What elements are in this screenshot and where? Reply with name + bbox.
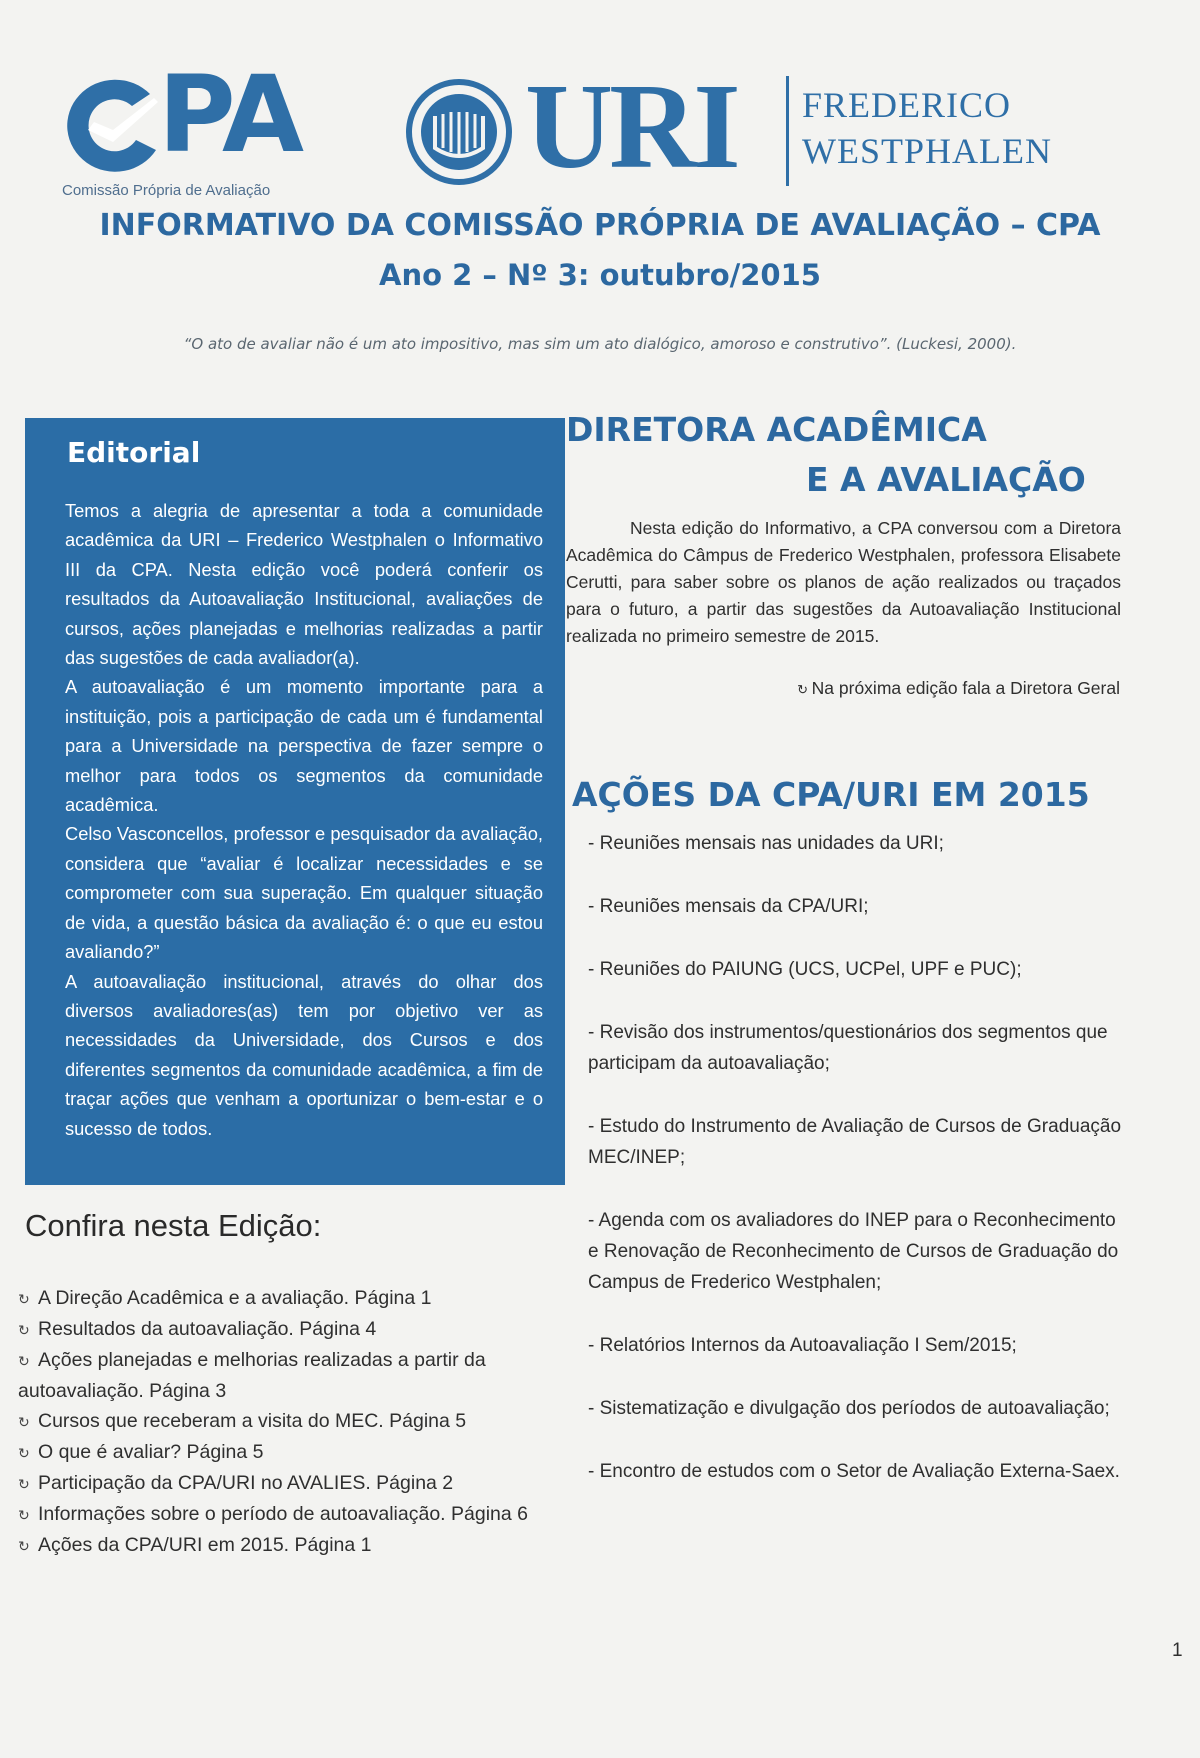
- list-item: - Relatórios Internos da Autoavaliação I Sem/2015;: [588, 1335, 1017, 1356]
- bullet-icon: ↻: [18, 1538, 30, 1554]
- page-number: 1: [1172, 1640, 1183, 1661]
- confira-title: Confira nesta Edição:: [25, 1208, 322, 1243]
- list-item: - Reuniões do PAIUNG (UCS, UCPel, UPF e PUC);: [588, 959, 1022, 980]
- list-item: [18, 1499, 573, 1530]
- list-item: [18, 1314, 573, 1345]
- cpa-logo-text: PA: [158, 53, 300, 176]
- list-item: [18, 1437, 573, 1468]
- list-item-text: Informações sobre o período de autoavaliação. Página 6: [38, 1503, 528, 1525]
- editorial-paragraph: Temos a alegria de apresentar a toda a comunidade acadêmica da URI – Frederico Westphalen o Informativo III da CPA. Nesta edição você poderá conferir os resultados da Autoavaliação Institucional, avaliações de cursos, ações planejadas e melhorias realizadas a partir das sugestões de cada avaliador(a).: [65, 500, 543, 669]
- list-item: - Reuniões mensais da CPA/URI;: [588, 896, 869, 917]
- bullet-icon: ↻: [18, 1353, 30, 1369]
- newsletter-title: INFORMATIVO DA COMISSÃO PRÓPRIA DE AVALIAÇÃO – CPA: [99, 208, 1101, 243]
- newsletter-issue: Ano 2 – Nº 3: outubro/2015: [379, 258, 821, 292]
- editorial-paragraph: A autoavaliação é um momento importante para a instituição, pois a participação de cada um é fundamental para a Universidade na perspectiva de fazer sempre o melhor para todos os segmentos da comunidade acadêmica.: [65, 676, 543, 816]
- editorial-paragraph: A autoavaliação institucional, através do olhar dos diversos avaliadores(as) tem por objetivo ver as necessidades da Universidade, dos Cursos e dos diferentes segmentos da comunidade acadêmica, a fim de traçar ações que venham a oportunizar o bem-estar e o sucesso de todos.: [65, 970, 543, 1139]
- uri-city-name: [802, 82, 1052, 174]
- logo-divider: [786, 76, 789, 186]
- editorial-paragraph: Celso Vasconcellos, professor e pesquisador da avaliação, considera que “avaliar é localizar necessidades e se comprometer com sua superação. Em qualquer situação de vida, a questão básica da avaliação é: o que eu estou avaliando?”: [65, 823, 543, 963]
- city-line-1: FREDERICO: [802, 85, 1012, 125]
- list-item: [18, 1406, 573, 1437]
- list-item: - Estudo do Instrumento de Avaliação de Cursos de Graduação MEC/INEP;: [588, 1116, 1122, 1168]
- diretora-title-line1: DIRETORA ACADÊMICA: [566, 410, 987, 449]
- bullet-icon: ↻: [18, 1445, 30, 1461]
- editorial-body: [65, 496, 543, 1143]
- diretora-title-line2: E A AVALIAÇÃO: [806, 460, 1086, 499]
- cpa-logo: [50, 53, 370, 212]
- list-item-text: Ações da CPA/URI em 2015. Página 1: [38, 1534, 372, 1556]
- acoes-title: AÇÕES DA CPA/URI EM 2015: [572, 775, 1090, 814]
- next-edition-note: [600, 678, 1120, 699]
- uri-emblem-icon: [405, 78, 513, 186]
- bullet-icon: ↻: [18, 1414, 30, 1430]
- list-item: - Agenda com os avaliadores do INEP para o Reconhecimento e Renovação de Reconhecimento de Cursos de Graduação do Campus de Frederico Westphalen;: [588, 1210, 1119, 1293]
- list-item-text: O que é avaliar? Página 5: [38, 1441, 264, 1463]
- bullet-icon: ↻: [18, 1291, 30, 1307]
- bullet-icon: ↻: [18, 1322, 30, 1338]
- uri-logo: [405, 59, 1125, 200]
- acoes-list: [588, 828, 1128, 1519]
- list-item: [18, 1283, 573, 1314]
- bullet-icon: ↻: [797, 682, 812, 697]
- cpa-logo-subtitle: Comissão Própria de Avaliação: [62, 182, 271, 199]
- confira-list: [18, 1283, 573, 1561]
- cpa-emblem-icon: [58, 72, 168, 177]
- list-item-text: Cursos que receberam a visita do MEC. Página 5: [38, 1410, 467, 1432]
- list-item-text: Ações planejadas e melhorias realizadas a partir da autoavaliação. Página 3: [18, 1349, 486, 1402]
- editorial-box: [25, 418, 565, 1185]
- list-item: - Reuniões mensais nas unidades da URI;: [588, 833, 944, 854]
- list-item: [18, 1468, 573, 1499]
- editorial-title: Editorial: [67, 436, 201, 469]
- next-edition-text: Na próxima edição fala a Diretora Geral: [811, 678, 1120, 698]
- list-item: - Revisão dos instrumentos/questionários dos segmentos que participam da autoavaliação;: [588, 1022, 1108, 1074]
- diretora-body: Nesta edição do Informativo, a CPA conversou com a Diretora Acadêmica do Câmpus de Frederico Westphalen, professora Elisabete Cerutti, para saber sobre os planos de ação realizados ou traçados para o futuro, a partir das sugestões da Autoavaliação Institucional realizada no primeiro semestre de 2015.: [566, 518, 1121, 646]
- list-item-text: Resultados da autoavaliação. Página 4: [38, 1318, 377, 1340]
- epigraph-quote: “O ato de avaliar não é um ato impositivo, mas sim um ato dialógico, amoroso e construtivo”. (Luckesi, 2000).: [183, 335, 1017, 353]
- bullet-icon: ↻: [18, 1476, 30, 1492]
- list-item: [18, 1345, 573, 1406]
- list-item: - Sistematização e divulgação dos períodos de autoavaliação;: [588, 1398, 1110, 1419]
- list-item-text: A Direção Acadêmica e a avaliação. Página 1: [38, 1287, 432, 1309]
- list-item: [18, 1530, 573, 1561]
- list-item: - Encontro de estudos com o Setor de Avaliação Externa-Saex.: [588, 1461, 1120, 1482]
- city-line-2: WESTPHALEN: [802, 131, 1052, 171]
- list-item-text: Participação da CPA/URI no AVALIES. Página 2: [38, 1472, 454, 1494]
- bullet-icon: ↻: [18, 1507, 30, 1523]
- uri-logo-text: URI: [525, 59, 737, 194]
